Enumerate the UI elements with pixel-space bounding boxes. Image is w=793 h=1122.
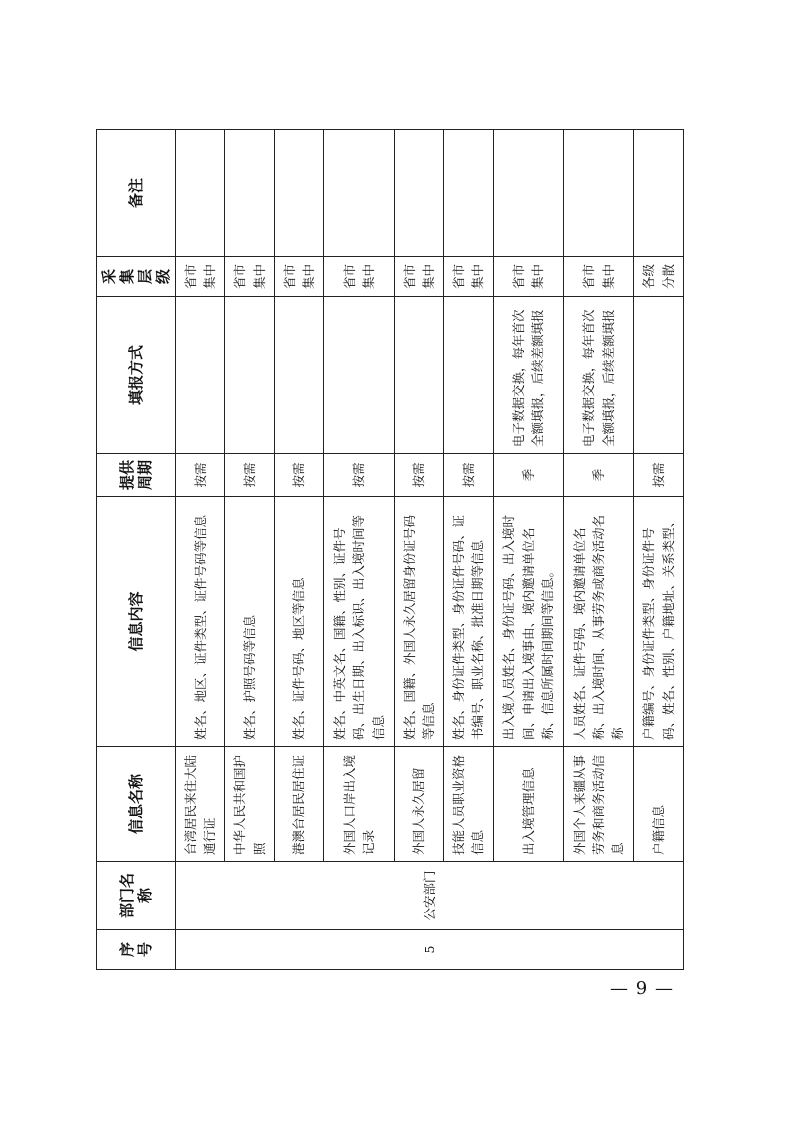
remark-cell — [225, 130, 274, 257]
remark-cell — [274, 130, 323, 257]
info-content-cell: 人员姓名、证件号码、境内邀请单位名称、出入境时间、从事劳务或商务活动名称 — [564, 497, 634, 747]
method-cell — [274, 297, 323, 454]
level-cell: 省市集中 — [444, 257, 493, 297]
header-period: 提供周期 — [97, 454, 176, 497]
level-cell: 省市集中 — [274, 257, 323, 297]
period-cell: 季 — [564, 454, 634, 497]
info-content-cell: 姓名、国籍、外国人永久居留身份证号码等信息 — [394, 497, 443, 747]
info-name-cell: 技能人员职业资格信息 — [444, 747, 493, 862]
remark-cell — [493, 130, 563, 257]
header-method: 填报方式 — [97, 297, 176, 454]
method-cell: 电子数据交换，每年首次全额填报，后续差额填报 — [564, 297, 634, 454]
method-cell — [394, 297, 443, 454]
page-number: — 9 — — [610, 978, 674, 999]
info-content-cell: 姓名、身份证件类型、身份证件号码、证书编号、职业名称、批准日期等信息 — [444, 497, 493, 747]
header-info-content: 信息内容 — [97, 497, 176, 747]
info-name-cell: 外国人口岸出入境记录 — [324, 747, 394, 862]
level-cell: 省市集中 — [324, 257, 394, 297]
table-row — [493, 130, 563, 970]
remark-cell — [324, 130, 394, 257]
period-cell: 按需 — [324, 454, 394, 497]
info-name-cell: 户籍信息 — [634, 747, 684, 862]
info-name-cell: 外国人永久居留 — [394, 747, 443, 862]
header-level: 采集层级 — [97, 257, 176, 297]
period-cell: 按需 — [274, 454, 323, 497]
table-row — [564, 130, 634, 970]
info-content-cell: 姓名、护照号码等信息 — [225, 497, 274, 747]
info-name-cell: 外国个人来疆从事劳务和商务活动信息 — [564, 747, 634, 862]
remark-cell — [176, 130, 225, 257]
period-cell: 按需 — [634, 454, 684, 497]
method-cell — [634, 297, 684, 454]
table-row — [394, 130, 443, 970]
info-name-cell: 台湾居民来往大陆通行证 — [176, 747, 225, 862]
info-content-cell: 姓名、地区、证件类型、证件号码等信息 — [176, 497, 225, 747]
table-row — [444, 130, 493, 970]
period-cell: 按需 — [394, 454, 443, 497]
table-row — [225, 130, 274, 970]
table-row — [634, 130, 684, 970]
info-name-cell: 出入境管理信息 — [493, 747, 563, 862]
level-cell: 省市集中 — [493, 257, 563, 297]
period-cell: 按需 — [176, 454, 225, 497]
method-cell — [225, 297, 274, 454]
info-content-cell: 出入境人员姓名、身份证号码、出入境时间、申请出入境事由、境内邀请单位名称、信息所属时间期间等信息。 — [493, 497, 563, 747]
level-cell: 省市集中 — [564, 257, 634, 297]
info-content-cell: 户籍编号、身份证件类型、身份证件号码、姓名、性别、户籍地址、关系类型、 — [634, 497, 684, 747]
table-row — [176, 130, 225, 970]
level-cell: 省市集中 — [394, 257, 443, 297]
header-dept: 部门名称 — [97, 862, 176, 930]
remark-cell — [634, 130, 684, 257]
seq-cell: 5 — [176, 930, 684, 970]
dept-cell: 公安部门 — [176, 862, 684, 930]
table-row — [324, 130, 394, 970]
header-info-name: 信息名称 — [97, 747, 176, 862]
level-cell: 省市集中 — [225, 257, 274, 297]
method-cell — [324, 297, 394, 454]
remark-cell — [394, 130, 443, 257]
table-header-row — [97, 130, 176, 970]
period-cell: 按需 — [444, 454, 493, 497]
rotated-page-content — [96, 130, 684, 970]
method-cell: 电子数据交换，每年首次全额填报，后续差额填报 — [493, 297, 563, 454]
info-table — [96, 129, 684, 970]
info-content-cell: 姓名、证件号码、地区等信息 — [274, 497, 323, 747]
table-row — [274, 130, 323, 970]
method-cell — [444, 297, 493, 454]
period-cell: 按需 — [225, 454, 274, 497]
period-cell: 季 — [493, 454, 563, 497]
level-cell: 省市集中 — [176, 257, 225, 297]
info-name-cell: 中华人民共和国护照 — [225, 747, 274, 862]
remark-cell — [444, 130, 493, 257]
method-cell — [176, 297, 225, 454]
remark-cell — [564, 130, 634, 257]
info-name-cell: 港澳台居民居住证 — [274, 747, 323, 862]
header-remark: 备注 — [97, 130, 176, 257]
level-cell: 各级分散 — [634, 257, 684, 297]
info-content-cell: 姓名、中英文名、国籍、性别、证件号码、出生日期、出入标识、出入境时间等信息 — [324, 497, 394, 747]
header-seq: 序号 — [97, 930, 176, 970]
